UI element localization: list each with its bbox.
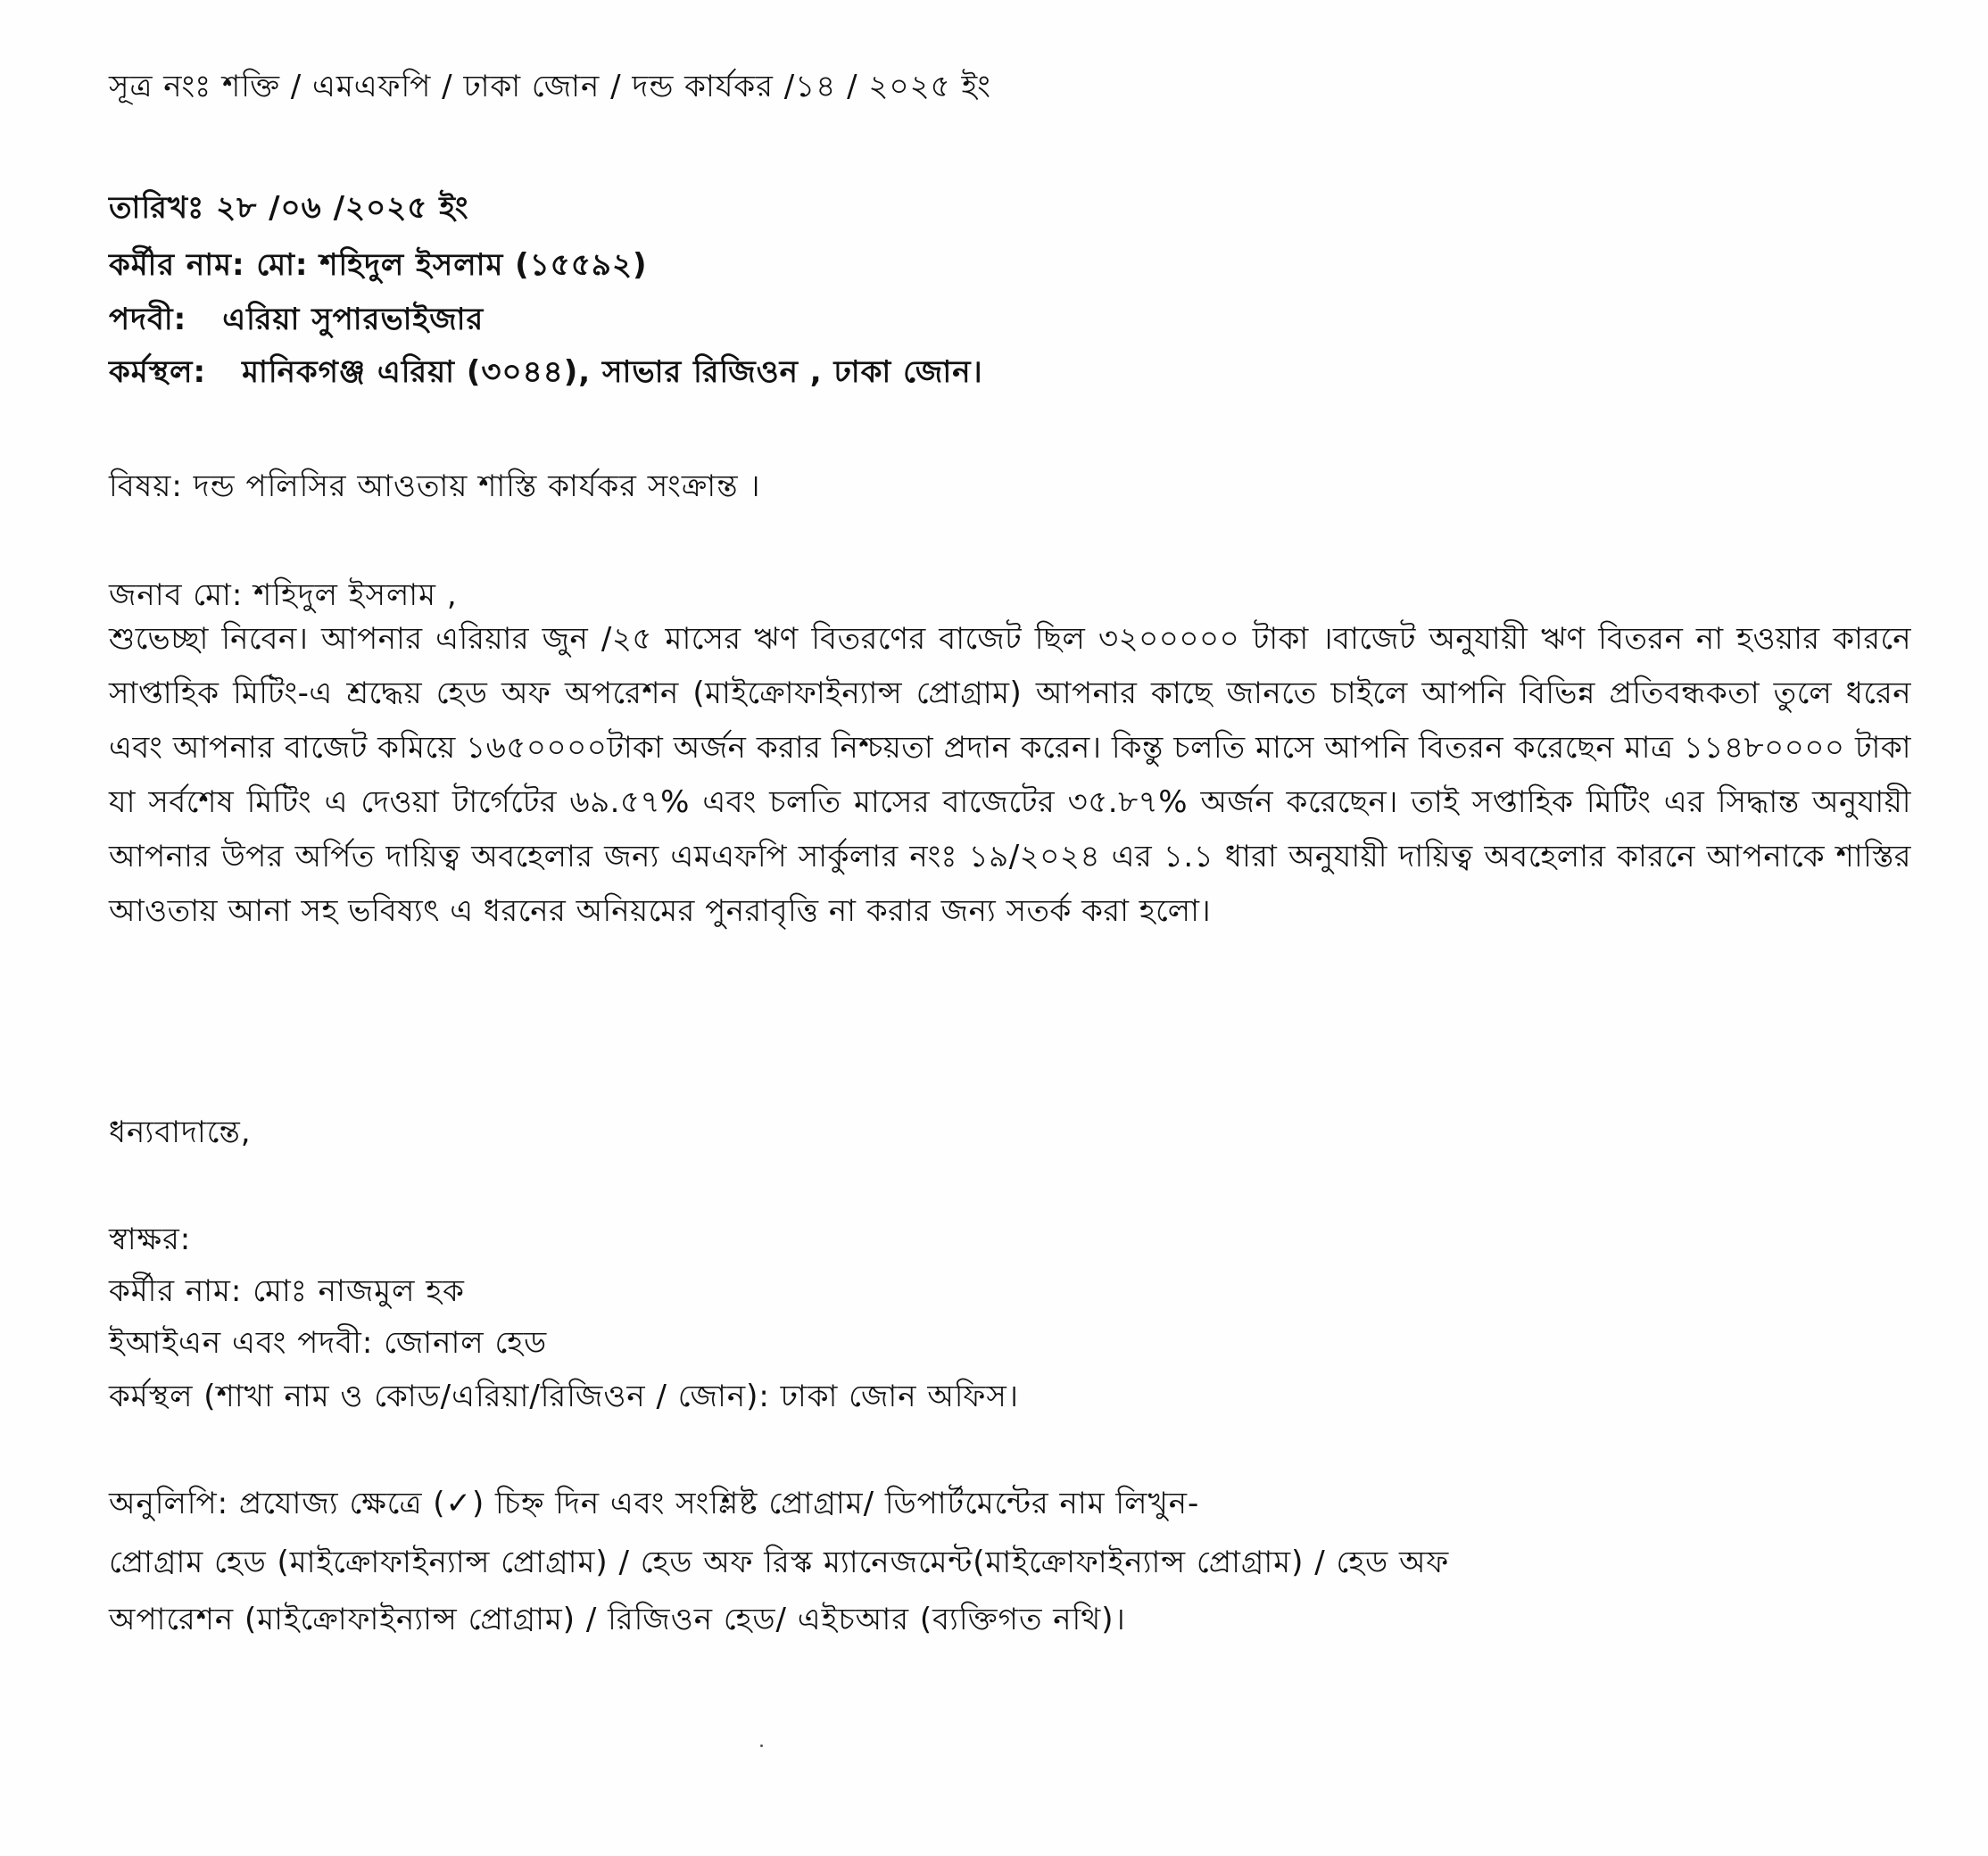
- designation-label: পদবী:: [109, 302, 187, 337]
- page-speck: [760, 1744, 763, 1747]
- workplace-label: কর্মস্থল:: [109, 354, 207, 390]
- workplace-value: মানিকগঞ্জ এরিয়া (৩০৪৪), সাভার রিজিওন , ঢাকা জোন।: [242, 354, 983, 390]
- subject-line: বিষয়: দন্ড পলিসির আওতায় শাস্তি কার্যকর সংক্রান্ত ।: [109, 468, 761, 504]
- cc-line-1: অনুলিপি: প্রযোজ্য ক্ষেত্রে (✓) চিহ্ন দিন এবং সংশ্লিষ্ট প্রোগ্রাম/ ডিপার্টমেন্টের নাম লিখুন-: [109, 1486, 1200, 1521]
- cc-line-3: অপারেশন (মাইক্রোফাইন্যান্স প্রোগ্রাম) / রিজিওন হেড/ এইচআর (ব্যক্তিগত নথি)।: [109, 1602, 1126, 1637]
- signer-designation: ইআইএন এবং পদবী: জোনাল হেড: [109, 1325, 548, 1361]
- signer-name: কর্মীর নাম: মোঃ নাজমুল হক: [109, 1273, 465, 1309]
- date-line: তারিখঃ ২৮ /০৬ /২০২৫ ইং: [109, 190, 469, 226]
- workplace-line: [109, 350, 983, 394]
- cc-line-2: প্রোগ্রাম হেড (মাইক্রোফাইন্যান্স প্রোগ্রাম) / হেড অফ রিস্ক ম্যানেজমেন্ট(মাইক্রোফাইন্যান্স প্রোগ্রাম) / হেড অফ: [109, 1545, 1450, 1580]
- signer-workplace: কর্মস্থল (শাখা নাম ও কোড/এরিয়া/রিজিওন / জোন): ঢাকা জোন অফিস।: [109, 1379, 1019, 1414]
- designation-value: এরিয়া সুপারভাইজার: [222, 302, 485, 337]
- salutation: জনাব মো: শহিদুল ইসলাম ,: [109, 577, 458, 613]
- reference-line: সূত্র নংঃ শক্তি / এমএফপি / ঢাকা জোন / দন্ড কার্যকর /১৪ / ২০২৫ ইং: [109, 69, 991, 104]
- signature-label: স্বাক্ষর:: [109, 1222, 192, 1257]
- body-paragraph: শুভেচ্ছা নিবেন। আপনার এরিয়ার জুন /২৫ মাসের ঋণ বিতরণের বাজেট ছিল ৩২০০০০০ টাকা ।বাজেট অনুযায়ী ঋণ বিতরন না হওয়ার কারনে সাপ্তাহিক মিটিং-এ শ্রদ্ধেয় হেড অফ অপরেশন (মাইক্রোফাইন্যান্স প্রোগ্রাম) আপনার কাছে জানতে চাইলে আপনি বিভিন্ন প্রতিবন্ধকতা তুলে ধরেন এবং আপনার বাজেট কমিয়ে ১৬৫০০০০টাকা অর্জন করার নিশ্চয়তা প্রদান করেন। কিন্তু চলতি মাসে আপনি বিতরন করেছেন মাত্র ১১৪৮০০০০ টাকা যা সর্বশেষ মিটিং এ দেওয়া টার্গেটের ৬৯.৫৭% এবং চলতি মাসের বাজেটের ৩৫.৮৭% অর্জন করেছেন। তাই সপ্তাহিক মিটিং এর সিদ্ধান্ত অনুযায়ী আপনার উপর অর্পিত দায়িত্ব অবহেলার জন্য এমএফপি সার্কুলার নংঃ ১৯/২০২৪ এর ১.১ ধারা অনুযায়ী দায়িত্ব অবহেলার কারনে আপনাকে শাস্তির আওতায় আনা সহ ভবিষ্যৎ এ ধরনের অনিয়মের পুনরাবৃত্তি না করার জন্য সতর্ক করা হলো।: [109, 621, 1911, 929]
- designation-line: [109, 297, 484, 342]
- closing: ধন্যবাদান্তে,: [109, 1114, 252, 1150]
- employee-name-line: কর্মীর নাম: মো: শহিদুল ইসলাম (১৫৫৯২): [109, 247, 648, 283]
